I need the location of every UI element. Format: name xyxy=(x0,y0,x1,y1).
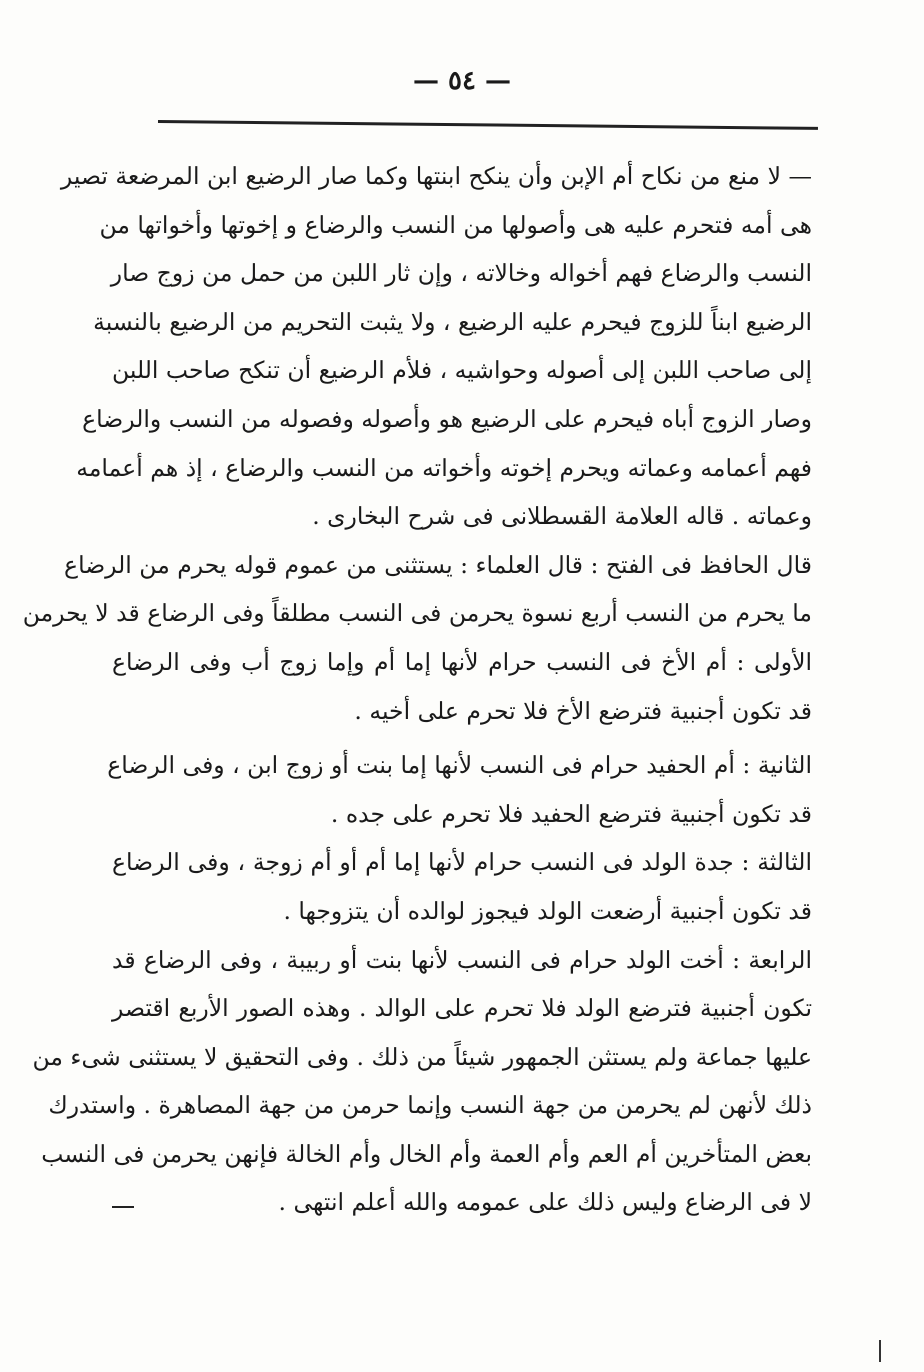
text-line: قد تكون أجنبية أرضعت الولد فيجوز لوالده أن يتزوجها . xyxy=(283,896,812,925)
text-line: تكون أجنبية فترضع الولد فلا تحرم على الوالد . وهذه الصور الأربع اقتصر xyxy=(112,994,812,1023)
text-line: هى أمه فتحرم عليه هى وأصولها من النسب والرضاع و إخوتها وأخواتها من xyxy=(99,210,812,239)
text-line: قد تكون أجنبية فترضع الحفيد فلا تحرم على جده . xyxy=(330,799,812,828)
text-line: وصار الزوج أباه فيحرم على الرضيع هو وأصوله وفصوله من النسب والرضاع xyxy=(82,404,812,433)
paragraph-fath-quote xyxy=(22,541,812,638)
text-line: ما يحرم من النسب أربع نسوة يحرمن فى النسب مطلقاً وفى الرضاع قد لا يحرمن xyxy=(22,599,812,628)
header-rule xyxy=(158,120,818,130)
paragraph-second-case xyxy=(107,741,812,838)
text-line: عليها جماعة ولم يستثن الجمهور شيئاً من ذلك . وفى التحقيق لا يستثنى شىء من xyxy=(32,1042,812,1071)
text-line: النسب والرضاع فهم أخواله وخالاته ، وإن ثار اللبن من حمل من زوج صار xyxy=(110,259,812,288)
text-line: ذلك لأنهن لم يحرمن من جهة النسب وإنما حرمن من جهة المصاهرة . واستدرك xyxy=(48,1091,812,1120)
text-line: الأولى : أم الأخ فى النسب حرام لأنها إما أم وإما زوج أب وفى الرضاع xyxy=(112,647,812,676)
paragraph-nursing-relations xyxy=(60,152,812,541)
text-line: فهم أعمامه وعماته ويحرم إخوته وأخواته من النسب والرضاع ، إذ هم أعمامه xyxy=(76,453,812,482)
text-line: لا فى الرضاع وليس ذلك على عمومه والله أعلم انتهى . xyxy=(278,1188,812,1217)
text-line: قال الحافظ فى الفتح : قال العلماء : يستثنى من عموم قوله يحرم من الرضاع xyxy=(64,550,812,579)
text-line: الثالثة : جدة الولد فى النسب حرام لأنها إما أم أو أم زوجة ، وفى الرضاع xyxy=(112,848,812,877)
page-number: — ٥٤ — xyxy=(412,66,512,96)
text-line: إلى صاحب اللبن إلى أصوله وحواشيه ، فلأم الرضيع أن تنكح صاحب اللبن xyxy=(112,356,812,385)
text-line: الرضيع ابناً للزوج فيحرم عليه الرضيع ، ولا يثبت التحريم من الرضيع بالنسبة xyxy=(93,307,812,336)
text-line: الرابعة : أخت الولد حرام فى النسب لأنها بنت أو ربيبة ، وفى الرضاع قد xyxy=(112,945,812,974)
text-line: بعض المتأخرين أم العم وأم العمة وأم الخال وأم الخالة فإنهن يحرمن فى النسب xyxy=(41,1139,812,1168)
text-line: قد تكون أجنبية فترضع الأخ فلا تحرم على أخيه . xyxy=(354,696,812,725)
paragraph-third-case xyxy=(112,838,812,935)
margin-dash xyxy=(112,1206,134,1208)
scan-mark xyxy=(879,1340,881,1362)
text-line: — لا منع من نكاح أم الإبن وأن ينكح ابنتها وكما صار الرضيع ابن المرضعة تصير xyxy=(60,162,812,190)
body-text xyxy=(22,152,812,1227)
paragraph-fourth-case xyxy=(32,936,812,1228)
text-line: الثانية : أم الحفيد حرام فى النسب لأنها إما بنت أو زوج ابن ، وفى الرضاع xyxy=(107,751,812,780)
paragraph-first-case xyxy=(112,638,812,735)
text-line: وعماته . قاله العلامة القسطلانى فى شرح البخارى . xyxy=(312,502,812,531)
